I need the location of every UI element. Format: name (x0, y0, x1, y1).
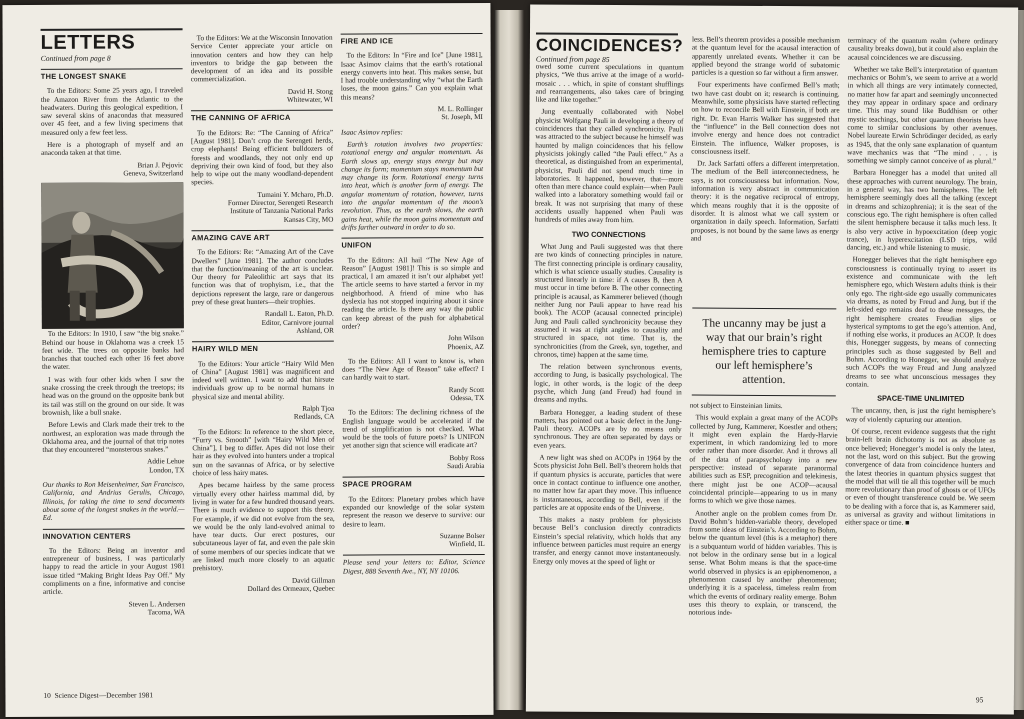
article-text: This makes a nasty problem for physicists because Bell’s conclusion directly contradicts Einstein’s special relativity, which holds that any influence between particles must require an energy transfer, and energy cannot move instantaneously. Energy only moves at the speed of light or (532, 515, 682, 566)
article-text: Four experiments have confirmed Bell’s math; two have cast doubt on it; research is continuing. Meanwhile, some physicists have started reflecting on how to reconcile Bell with Einstein, if both are right. Dr. Evan Harris Walker has suggested that the “influence” in the Bell connection does not involve energy and hence does not contradict Einstein. The influence, Walker proposes, is consciousness itself. (691, 81, 840, 156)
article-column-2-lower (688, 401, 838, 700)
article-text: terminacy of the quantum realm (where ordinary causality breaks down), but it could also explain the acausal coincidences we are discussing. (847, 36, 998, 62)
letter-signature: Randall L. Eaton, Ph.D. Editor, Carnivore journal Ashland, OR (261, 309, 334, 335)
article-text: The relation between synchronous events, according to Jung, is basically psychological. The logic, in other words, is the logic of the deep psyche, which Jung (and Freud) had found in dreams and myths. (533, 362, 682, 405)
left-footer (43, 690, 153, 699)
page-number: 95 (975, 695, 984, 705)
article-text (845, 428, 996, 528)
article-column-2 (690, 36, 840, 305)
letter-signature: David H. Stong Whitewater, WI (286, 87, 333, 104)
continued-note: Continued from page 85 (535, 54, 610, 65)
article-text: What Jung and Pauli suggested was that there are two kinds of connecting principles in nature. The first connecting principle is ordinary causality, which is what science usually studies. Causality is structured linearly in time: if A causes B, then A must occur in time before B. The other connecting principle is acausal, as Kammerer believed (though neither Jung nor Pauli appear to have read his book). The ACOP (acausal connected principle) Jung and Pauli called synchronicity because they assumed it was at right angles to causality and structured in space, not time. That is, the synchronicities (from the Greek, syn, together, and chronos, time) happen at the same time. (534, 242, 683, 360)
letter-text: To the Editors: Planetary probes which have expanded our knowledge of the solar system represent the reason we deserve to survive: our desire to learn. (342, 494, 485, 529)
publication-line: Science Digest—December 1981 (54, 690, 154, 700)
letter-text: To the Editors: All I want to know is, when does “The New Age of Reason” take effect? I can hardly wait to start. (342, 356, 485, 382)
anaconda-photo-image (41, 182, 184, 329)
letter-text: To the Editors: Your article “Hairy Wild Men of China” [August 1981] was magnificent and indeed well written. I want to add that hirsute individuals grow up to be normal humans in physical size and mental ability. (192, 359, 335, 401)
letter-signature: John Wilson Phoenix, AZ (447, 334, 484, 351)
article-text: Dr. Jack Sarfatti offers a different interpretation. The medium of the Bell interconnectedness, he says, is not consciousness but information. Now, information is very abstract in communication theory: it is the negative reciprocal of entropy, which means roughly that it is the opposite of disorder. It is almost what we call system or organization in daily speech. Information, Sarfatti proposes, is not bound by the same laws as energy and (690, 159, 840, 243)
right-page (526, 5, 1018, 715)
letter-signature: Tumaini Y. Mcharo, Ph.D. Former Director, Serengeti Research Institute of Tanzania National Parks Kansas City, MO (227, 190, 334, 224)
letter-text: To the Editors: Being an inventor and entrepreneur of business, I was particularly happy to read the article in your August 1981 issue titled “Making Bright Ideas Pay Off.” My compliments on a fine, informative and concise article. (42, 546, 185, 597)
letter-text: Before Lewis and Clark made their trek to the northwest, an exploration was made through the Oklahoma area, and the journal of that trip notes that they encountered “monsterous snakes.” (42, 420, 185, 455)
letter-signature: Suzanne Bolser Winfield, IL (439, 531, 485, 549)
subheading: TWO CONNECTIONS (571, 229, 646, 239)
article-text: The uncanny, then, is just the right hemisphere’s way of violently capturing our attention. (845, 406, 996, 424)
letter-signature: David Gillman Dollard des Ormeaux, Quebec (247, 576, 336, 593)
article-text-final: Of course, recent evidence suggests that the right brain-left brain dichotomy is not as absolute as once believed; Honegger’s model is only the latest, not the last, word on this subject. But the growing convergence of data from coincidence hunters and the latest theories in quantum physics suggest that the model that will tie all this together will be much more revolutionary than proof of ghosts or of UFOs or even of thought transference could be. We seem to be dealing with a force that is, as Kammerer said, as universal as gravity and without limitations in either space or time. (844, 427, 996, 528)
article-text: Barbara Honegger has a model that united all these approaches with current neurology. The brain, in a general way, has two hemispheres. The left hemisphere seemingly does all the talking (except in dreams and schizophrenia); it is the seat of the conscious ego. The right hemisphere is often called the silent hemisphere because it talks much less. It is also very active in hypoexcitation (deep yogic trance), in hyperexcitation (LSD trips, wild dancing, etc.) and while listening to music. (846, 168, 998, 253)
letter-signature: Randy Scott Odessa, TX (448, 385, 485, 403)
title-rule (41, 28, 183, 31)
reply-heading: Isaac Asimov replies: (340, 127, 403, 137)
letters-column-1 (41, 62, 186, 685)
subheading: SPACE-TIME UNLIMITED (877, 393, 965, 404)
letter-text: To the Editors: Some 25 years ago, I traveled the Amazon River from the Atlantic to the headwaters. During this geological expedition, I saw several skins of anacondas that measured over 45 feet, and a few living specimens that measured only a few feet less. (40, 86, 183, 137)
letter-text: To the Editors: Re: “Amazing Art of the Cave Dwellers” [June 1981]. The author concludes that the function/meaning of the art is unclear. Our theory for Paleolithic art says that its function was that of trophyism, i.e., that the depictions represent the large, rare or dangerous prey of these great hunters—their trophies. (191, 247, 334, 307)
left-page (2, 3, 493, 717)
letter-text: Apes became hairless by the same process virtually every other hairless mammal did, by living in water for a few hundred thousand years. There is much evidence to support this theory. For example, if we did not evolve from the sea, we would be the only land-evolved animal to have tear ducts. Our erect postures, our subcutaneous layer of fat, and even the pale skin of some members of our species indicate that we are linked much more closely to an aquatic prehistory. (192, 480, 335, 573)
pull-quote: The uncanny may be just a way that our brain’s right hemisphere tries to capture our left hemisphere’s attention. (692, 308, 837, 397)
letter-signature: Brian J. Pejovic Geneva, Switzerland (123, 160, 184, 178)
article-text: not subject to Einsteinian limits. (689, 401, 783, 411)
article-text: Barbara Honegger, a leading student of these matters, has pointed out a basic defect in the Jung-Pauli theory. ACOPs are by no means only synchronous. They are often separated by days or even years. (533, 408, 682, 450)
article-text: less. Bell’s theorem provides a possible mechanism at the quantum level for the acausal interaction of apparently unrelated events. Whether it can be applied beyond the strange world of subatomic particles is a question so far without a firm answer. (691, 35, 840, 78)
end-mark-icon: ■ (905, 519, 910, 528)
letter-signature: Addie Lehue London, TX (147, 457, 185, 475)
letter-text: I was with four other kids when I saw the snake crossing the creek through the treetops; its head was on the ground on the opposite bank but its tail was still on the ground on our side. It was brownish, like a bull snake. (42, 375, 185, 417)
editor-note: Our thanks to Ron Meisenheimer, San Francisco, California, and Andrius Gerulis, Chicago, Illinois, for taking the time to send documents about some of the longest snakes in the world.—Ed. (42, 480, 185, 523)
article-column-3 (844, 36, 998, 701)
letter-text: To the Editors: In 1910, I saw “the big snake.” Behind our house in Oklahoma was a creek 15 feet wide. The trees on opposite banks had branches that touched each other 16 feet above the water. (41, 329, 185, 372)
letter-text: To the Editors: The declining richness of the English language would be accelerated if the trend of simplification is not checked. What would be the tools of future poets? Is UNIFON yet another sign that science will eradicate art? (342, 408, 485, 451)
article-text: Whether we take Bell’s interpretation of quantum mechanics or Bohm’s, we seem to arrive at a world in which all things are very intimately connected, no matter how far apart and seemingly unconnected they may appear in ordinary space and ordinary time. This may sound like Buddhism or other mystic teachings, but other quantum theorists have come to similar conclusions by other avenues. Nobel laureate Erwin Schrödinger decided, as early as 1945, that the only sane explanation of quantum wave mechanics was that “The mind . . . is something we simply cannot conceive of as plural.” (847, 65, 998, 166)
section-heading: FIRE AND ICE (341, 33, 483, 46)
letters-column-2 (191, 34, 336, 685)
article-text: Honegger believes that the right hemisphere ego consciousness is continually trying to assert its existence and communicate with the left hemisphere ego, which Western adults think is their only ego. The right-side ego usually communicates via dreams, as noted by Freud and Jung, but if the left-sided ego remains deaf to these messages, the right hemisphere creates Freudian slips or hysterical symptoms to get the ego’s attention. And, if nothing else works, it produces an ACOP. It does this, Honegger suggests, by means of connecting principles such as those suggested by Bell and Bohm. According to Honegger, we should analyze such ACOPs the way Freud and Jung analyzed dreams to see what unconscious messages they contain. (845, 255, 997, 389)
letter-text: To the Editors: We at the Wisconsin Innovation Service Center appreciate your article on innovation centers and how they can help inventors to bridge the gap between the development of an idea and its possible commercialization. (190, 33, 333, 84)
right-footer (976, 695, 983, 704)
section-heading: HAIRY WILD MEN (192, 341, 334, 354)
letters-title: LETTERS (40, 31, 136, 54)
page-stack-edge (494, 10, 524, 710)
letter-signature: M. L. Rollinger St. Joseph, MI (437, 105, 483, 122)
section-heading: SPACE PROGRAM (343, 476, 485, 489)
reply-text: Earth’s rotation involves two properties: rotational energy and angular momentum. As Earth slows up, energy stays energy but may change its form; momentum stays momentum but may change its form. Rotational energy turns into heat, which is another form of energy. The angular momentum of rotation, however, turns into the angular momentum of the moon’s revolution. Thus, as the earth slows, the earth gains heat, while the moon gains momentum and drifts farther outward in order to do so. (341, 139, 484, 232)
continued-note: Continued from page 8 (40, 53, 111, 63)
letter-text: To the Editors: In “Fire and Ice” [June 1981], Isaac Asimov claims that the earth’s rotational energy converts into heat. This makes sense, but I had trouble understanding why “what the Earth loses, the moon gains.” Can you explain what this means? (340, 51, 483, 102)
letter-text: To the Editors: Re: “The Canning of Africa” [August 1981]. Don’t crop the Serengeti herds, crop elephants! Being efficient bulldozers of forests and woodlands, they not only end up depriving their own kind of food, but they also help to wipe out the many woodland-dependent species. (191, 128, 334, 187)
article-text: owed some current speculations in quantum physics, “We thus arrive at the image of a world-mosaic . . . which, in spite of constant shufflings and rearrangements, also takes care of bringing like and like together.” (535, 62, 684, 105)
anaconda-photo (41, 182, 184, 329)
section-heading: THE LONGEST SNAKE (41, 68, 183, 81)
letter-text: To the Editors: All hail “The New Age of Reason” [August 1981]! This is so simple and practical, I am amazed it isn’t our alphabet yet! The article seems to have started a fervor in my neighborhood. A friend of mine who has dyslexia has not stopped inquiring about it since reading the article. Is there any way the public can keep abreast of the push for alphabetical order? (341, 255, 484, 331)
article-text: This would explain a great many of the ACOPs collected by Jung, Kammerer, Koestler and others; it might even explain the Hardy-Harvie experiment, in which randomizing led to more order rather than more disorder. And it throws all of the data of parapsychology into a new perspective: instead of separate paranormal abilities such as ESP, precognition and telekinesis, there might just be one ACOP—acausal coincidental principle—appearing to us in many forms to which we give those names. (689, 413, 838, 506)
letters-column-3 (341, 27, 486, 684)
coincidences-title: COINCIDENCES? (535, 35, 684, 56)
section-heading: INNOVATION CENTERS (43, 528, 185, 541)
letter-signature: Bobby Ross Saudi Arabia (447, 453, 485, 471)
letter-signature: Ralph Tjoa Redlands, CA (293, 404, 335, 422)
page-number: 10 (43, 690, 51, 700)
letter-signature: Steven L. Andersen Tacoma, WA (128, 599, 186, 617)
section-heading: THE CANNING OF AFRICA (191, 110, 333, 123)
article-text: Jung eventually collaborated with Nobel physicist Wolfgang Pauli in developing a theory of coincidences that they called synchronicity. Pauli was attracted to the subject because he himself was haunted by malign coincidences that his fellow physicists jokingly called “the Pauli effect.” As a theoretical, as distinguished from an experimental, physicist, Pauli did not spend much time in laboratories. It happened, however, that—more often than mere chance could explain—when Pauli walked into a laboratory something would fail or break. It was not surprising that many of these accidents usually happened when Pauli was hundreds of miles away from him. (534, 108, 684, 225)
article-text: Another angle on the problem comes from Dr. David Bohm’s hidden-variable theory, developed from some ideas of Einstein’s. According to Bohm, below the quantum level (this is a metaphor) there is a subquantum world of hidden variables. This is not below in the ordinary sense but in a logical sense. What Bohm means is that the space-time world observed in physics is an epiphenomenon, a phenomenon caused by another phenomenon; underlying it is a spaceless, timeless realm from which the events of ordinary reality emerge. Bohm uses this theory to explain, or transcend, the notorious inde- (688, 509, 838, 617)
article-column-1 (532, 63, 684, 698)
section-heading: AMAZING CAVE ART (191, 230, 333, 243)
letter-text: To the Editors: In reference to the short piece, “Furry vs. Smooth” [with “Hairy Wild Men of China”], I beg to differ. Apes did not lose their hair as they evolved into hunters under a tropical sun on the savannas of Africa, or by selective choice of less hairy mates. (192, 427, 335, 478)
article-text: A new light was shed on ACOPs in 1964 by the Scots physicist John Bell. Bell’s theorem holds that if quantum physics is accurate, particles that were once in contact continue to influence one another, no matter how far apart they move. This influence is instantaneous, according to Bell, even if the particles are at opposite ends of the Universe. (533, 453, 682, 513)
letter-text: Here is a photograph of myself and an anaconda taken at that time. (41, 140, 184, 158)
section-heading: UNIFON (341, 237, 483, 250)
send-letters-note: Please send your letters to: Editor, Science Digest, 888 Seventh Ave., NY, NY 10106. (342, 558, 485, 576)
